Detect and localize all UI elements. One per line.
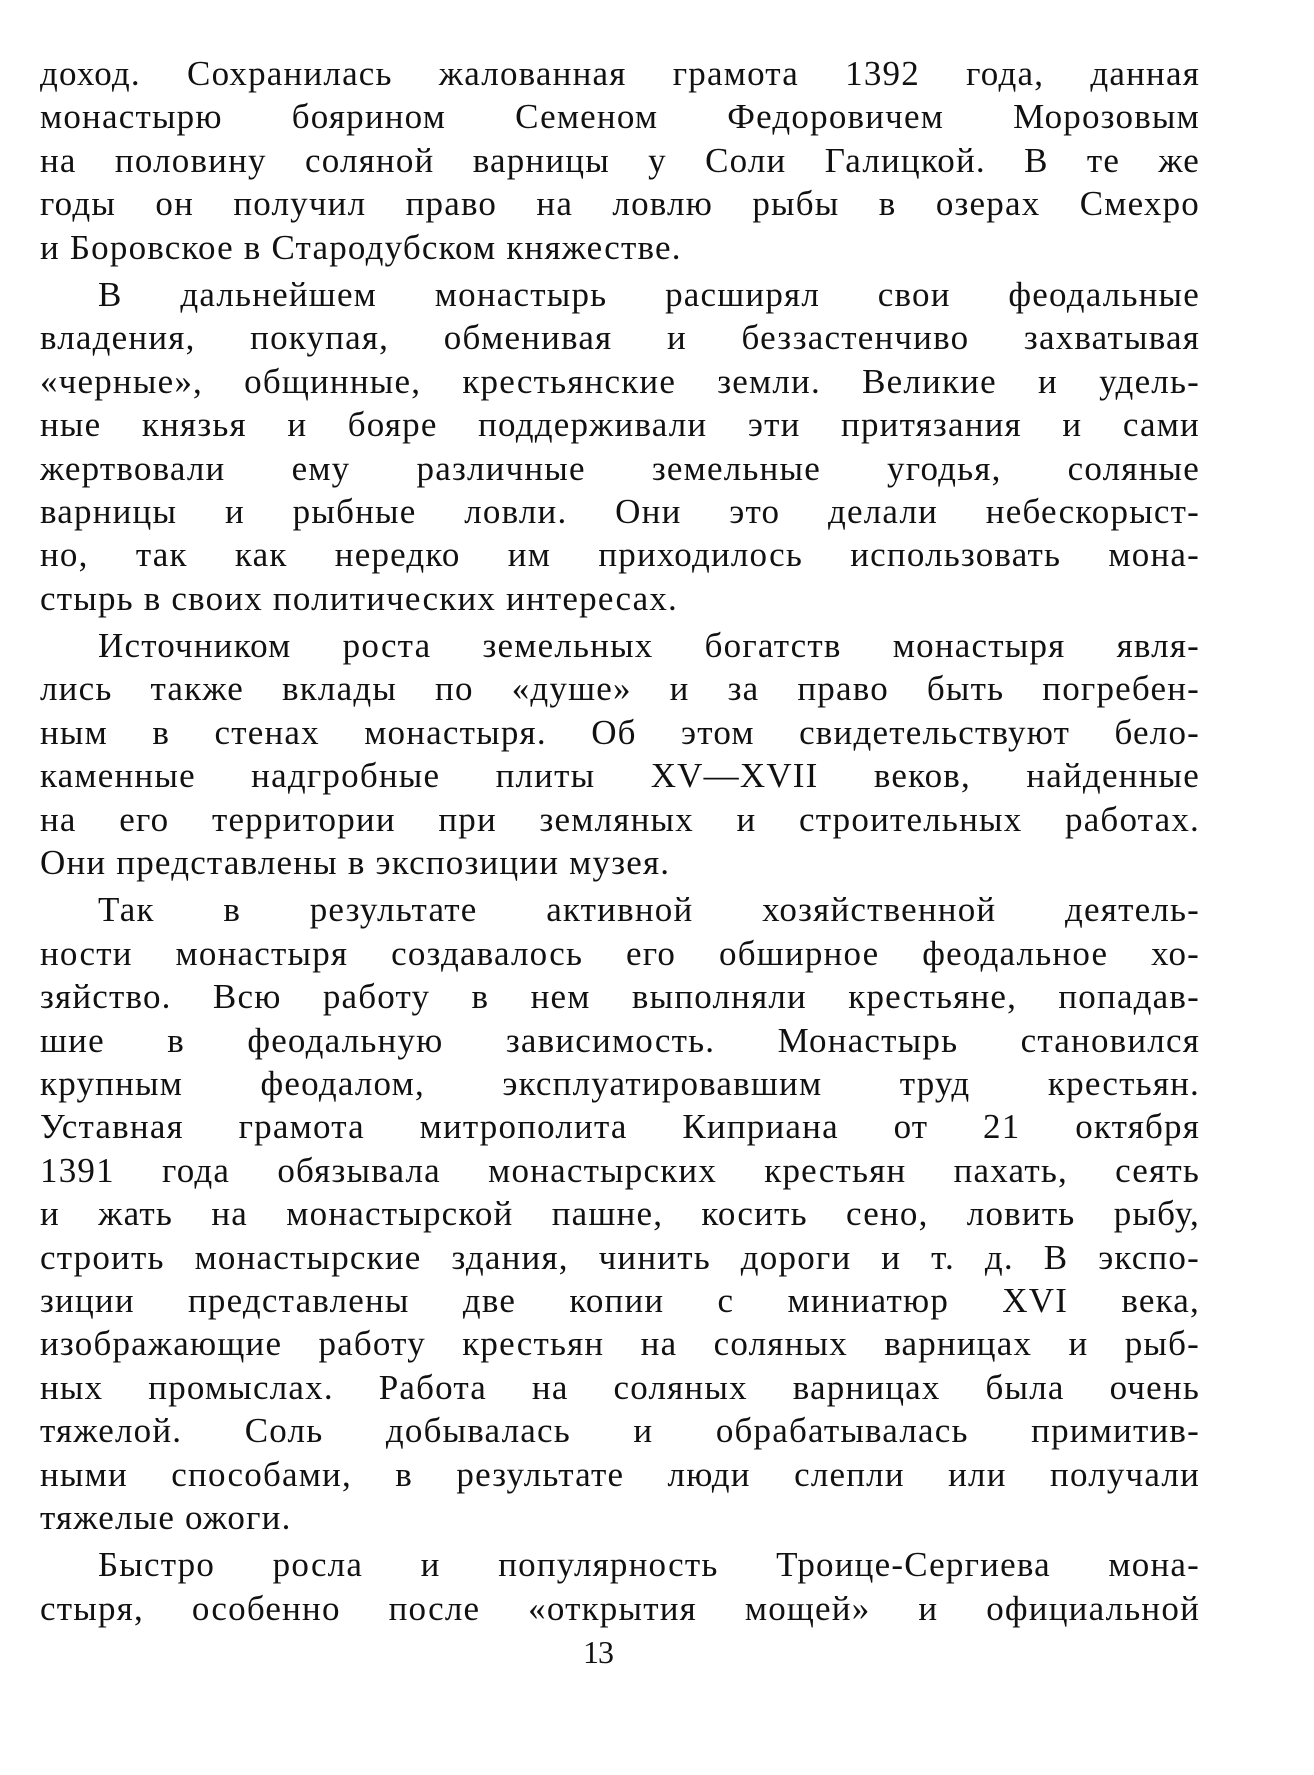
text-line: владения, покупая, обменивая и беззастенчиво захватывая [40, 318, 1200, 358]
text-line: шие в феодальную зависимость. Монастырь становился [40, 1020, 1200, 1060]
paragraph-4 [40, 888, 1200, 1539]
text-line: ным в стенах монастыря. Об этом свидетельствуют бело- [40, 712, 1200, 752]
text-line: лись также вклады по «душе» и за право быть погребен- [40, 669, 1200, 709]
text-line: стырь в своих политических интересах. [40, 578, 678, 618]
text-line: каменные надгробные плиты XV—XVII веков, найденные [40, 756, 1200, 796]
text-line: строить монастырские здания, чинить дороги и т. д. В экспо- [40, 1237, 1200, 1277]
paragraph-2 [40, 273, 1200, 620]
text-line: тяжелые ожоги. [40, 1497, 292, 1537]
text-line: «черные», общинные, крестьянские земли. Великие и удель- [40, 361, 1200, 401]
text-line: на его территории при земляных и строительных работах. [40, 799, 1200, 839]
page-number: 13 [583, 1634, 613, 1670]
text-line: стыря, особенно после «открытия мощей» и официальной [40, 1588, 1200, 1628]
text-line: на половину соляной варницы у Соли Галицкой. В те же [40, 140, 1200, 180]
body-text [40, 52, 1200, 1630]
text-line: Быстро росла и популярность Троице-Сергиева мона- [98, 1545, 1200, 1585]
text-line: ных промыслах. Работа на соляных варницах была очень [40, 1367, 1200, 1407]
text-line: годы он получил право на ловлю рыбы в озерах Смехро [40, 184, 1200, 224]
paragraph-5 [40, 1543, 1200, 1630]
text-line: В дальнейшем монастырь расширял свои феодальные [98, 274, 1200, 314]
text-line: 1391 года обязывала монастырских крестьян пахать, сеять [40, 1150, 1200, 1190]
text-line: Они представлены в экспозиции музея. [40, 843, 671, 883]
text-line: ные князья и бояре поддерживали эти притязания и сами [40, 405, 1200, 445]
text-line: монастырю боярином Семеном Федоровичем Морозовым [40, 97, 1200, 137]
text-line: изображающие работу крестьян на соляных варницах и рыб- [40, 1324, 1200, 1364]
text-line: жертвовали ему различные земельные угодья, соляные [40, 448, 1200, 488]
text-line: доход. Сохранилась жалованная грамота 1392 года, данная [40, 54, 1200, 93]
paragraph-1 [40, 52, 1200, 269]
text-line: тяжелой. Соль добывалась и обрабатывалась примитив- [40, 1411, 1200, 1451]
text-line: Уставная грамота митрополита Киприана от 21 октября [40, 1107, 1200, 1147]
text-line: и жать на монастырской пашне, косить сено, ловить рыбу, [40, 1194, 1200, 1234]
text-line: Источником роста земельных богатств монастыря явля- [98, 626, 1200, 666]
text-line: зиции представлены две копии с миниатюр XVI века, [40, 1280, 1200, 1320]
text-line: ными способами, в результате люди слепли или получали [40, 1454, 1200, 1494]
text-line: Так в результате активной хозяйственной деятель- [98, 890, 1200, 930]
text-line: но, так как нередко им приходилось использовать мона- [40, 535, 1200, 575]
paragraph-3 [40, 624, 1200, 884]
text-line: крупным феодалом, эксплуатировавшим труд крестьян. [40, 1063, 1200, 1103]
text-line: ности монастыря создавалось его обширное феодальное хо- [40, 933, 1200, 973]
text-line: и Боровское в Стародубском княжестве. [40, 227, 682, 267]
text-line: варницы и рыбные ловли. Они это делали небескорыст- [40, 491, 1200, 531]
text-line: зяйство. Всю работу в нем выполняли крестьяне, попадав- [40, 977, 1200, 1017]
